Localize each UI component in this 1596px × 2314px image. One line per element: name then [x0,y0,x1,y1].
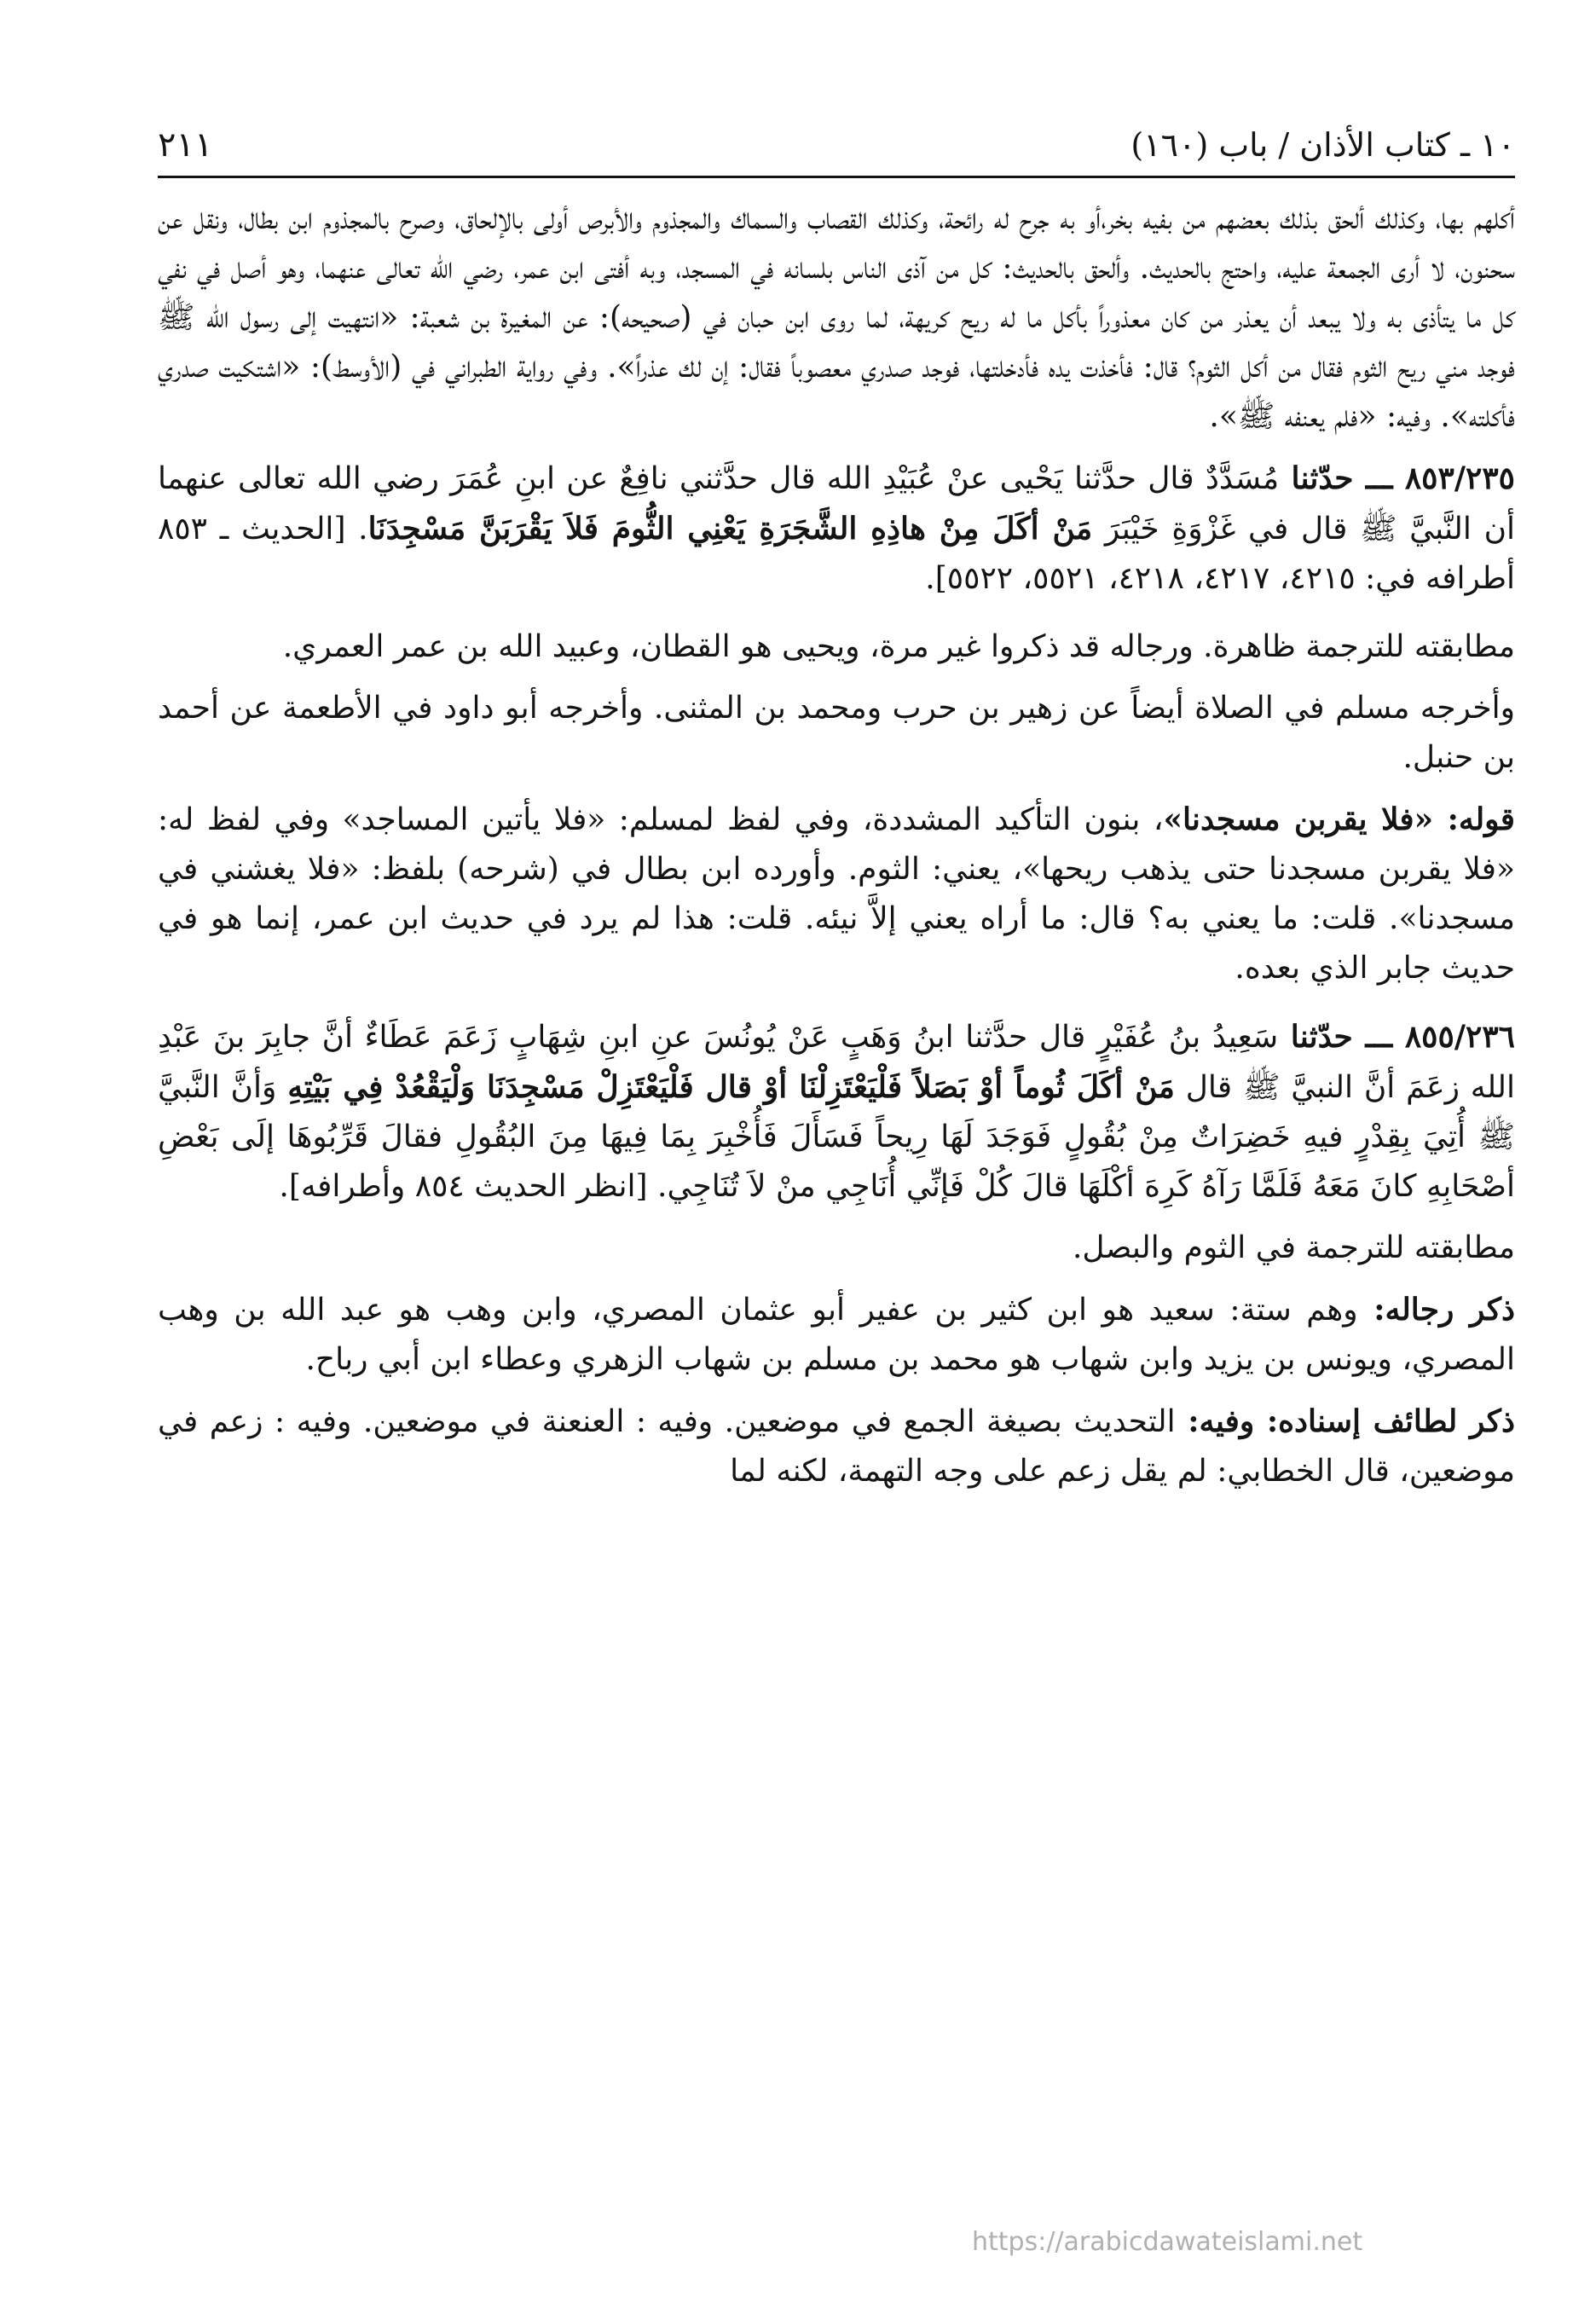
paragraph-narrators [158,1285,1515,1385]
paragraph-isnad-notes [158,1397,1515,1496]
page-header [158,118,1515,172]
header-rule [158,176,1515,178]
text-segment: أكلهم بها، وكذلك ألحق بذلك بعضهم من بفيه بخر،أو به جرح له رائحة، وكذلك القصاب والسماك والمجذوم والأبرص أولى بالإلحاق، وصرح بالمجذوم ابن بطال، ونقل عن سحنون، لا أرى الجمعة عليه، واحتج بالحديث. وألحق بالحديث: كل من آذى الناس بلسانه في المسجد، وبه أفتى ابن عمر، رضي الله تعالى عنهما، وهو أصل في نفي كل ما يتأذى به ولا يبعد أن يعذر من كان معذوراً بأكل ما له ريح كريهة، لما روى ابن حبان في (صحيحه): عن المغيرة بن شعبة: «انتهيت إلى رسول الله ﷺ فوجد مني ريح الثوم فقال من أكل الثوم؟ قال: فأخذت يده فأدخلتها، فوجد صدري معصوباً فقال: إن لك عذراً». وفي رواية الطبراني في (الأوسط): «اشتكيت صدري فأكلته». وفيه: «فلم يعنفه ﷺ». [158,201,1516,434]
text-segment: ، بنون التأكيد المشددة، وفي لفظ لمسلم: «فلا يأتين المساجد» وفي لفظ له: «فلا يقربن مسجدنا حتى يذهب ريحها»، يعني: الثوم. وأورده ابن بطال في (شرحه) بلفظ: «فلا يغشني في مسجدنا». قلت: ما يعني به؟ قال: ما أراه يعني إلاَّ نيئه. قلت: هذا لم يرد في حديث ابن عمر، إنما هو في حديث جابر الذي بعده. [158,802,1515,986]
paragraph-commentary-2 [158,622,1515,672]
bold-lead: ذكر رجاله: [1357,1292,1516,1328]
text-segment: مُسَدَّدٌ قال حدَّثنا يَحْيى عنْ عُبَيْدِ الله قال حدَّثني نافِعٌ عن ابنِ عُمَرَ رضي الله تعالى عنهما أن النَّبيَّ ﷺ قال في غَزْوَةِ خَيْبَرَ [158,461,1516,547]
bold-lead: قوله: «فلا يقربن مسجدنا» [1163,801,1515,837]
text-segment: . [الحديث ـ ٨٥٣ أطرافه في: ٤٢١٥، ٤٢١٧، ٤٢١٨، ٥٥٢١، ٥٥٢٢]. [158,512,1515,596]
text-segment: سَعِيدُ بنُ عُفَيْرٍ قال حدَّثنا ابنُ وَهَبٍ عَنْ يُونُسَ عنِ ابنِ شِهَابٍ زَعَمَ عَطَاءٌ أنَّ جابِرَ بنَ عَبْدِ الله زعَمَ أنَّ النبيَّ ﷺ قال [158,1020,1515,1105]
paragraph-commentary-1 [158,194,1515,442]
watermark-url: https://arabicdawateislami.net [972,2227,1363,2257]
hadith-number-853: ٨٥٣/٢٣٥ ـــ حدّثنا [1279,460,1515,496]
text-segment: مطابقته للترجمة ظاهرة. ورجاله قد ذكروا غير مرة، ويحيى هو القطان، وعبيد الله بن عمر العمري. [282,629,1515,664]
body-text [158,194,1515,1508]
hadith-853 [158,454,1515,604]
text-segment: وَأنَّ النَّبيَّ ﷺ أُتِيَ بِقِدْرٍ فيهِ خَضِرَاتٌ مِنْ بُقُولٍ فَوَجَدَ لَهَا رِيحاً فَسَأَلَ فَأُخْبِرَ بِمَا فِيهَا مِنَ البُقُولِ فقالَ قَرِّبُوهَا إلَى بَعْضِ أصْحَابِهِ كانَ مَعَهُ فَلَمَّا رَآهُ كَرِهَ أكْلَهَا قالَ كُلْ فَإنِّي أُنَاجِي منْ لاَ تُنَاجِي. [انظر الحديث ٨٥٤ وأطرافه]. [158,1070,1515,1204]
text-segment: مطابقته للترجمة في الثوم والبصل. [1072,1230,1515,1265]
bold-lead: ذكر لطائف إسناده: وفيه: [1175,1403,1515,1439]
paragraph-commentary-4 [158,795,1515,993]
text-segment: وأخرجه مسلم في الصلاة أيضاً عن زهير بن حرب ومحمد بن المثنى. وأخرجه أبو داود في الأطعمة عن أحمد بن حنبل. [158,691,1515,775]
chapter-title: ١٠ ـ كتاب الأذان / باب (١٦٠) [1130,126,1515,164]
hadith-matn-bold: مَنْ أكَلَ مِنْ هاذِهِ الشَّجَرَةِ يَعْنِي الثُّومَ فَلاَ يَقْرَبَنَّ مَسْجِدَنَا [367,511,1093,547]
hadith-matn-bold: مَنْ أكَلَ ثُوماً أوْ بَصَلاً فَلْيَعْتَزِلْنَا أوْ قال فَلْيَعْتَزِلْ مَسْجِدَنَا وَلْيَقْعُدْ فِي بَيْتِهِ [287,1069,1175,1105]
paragraph-commentary-3 [158,684,1515,783]
hadith-855 [158,1012,1515,1212]
text-segment: وهم ستة: سعيد هو ابن كثير بن عفير أبو عثمان المصري، وابن وهب هو عبد الله بن وهب المصري، ويونس بن يزيد وابن شهاب هو محمد بن مسلم بن شهاب الزهري وعطاء ابن أبي رباح. [158,1293,1515,1377]
hadith-number-855: ٨٥٥/٢٣٦ ـــ حدّثنا [1278,1019,1515,1055]
paragraph-commentary-5 [158,1224,1515,1273]
page-number: ٢١١ [158,125,213,165]
text-segment: التحديث بصيغة الجمع في موضعين. وفيه : العنعنة في موضعين. وفيه : زعم في موضعين، قال الخطابي: لم يقل زعم على وجه التهمة، لكنه لما [158,1404,1515,1489]
